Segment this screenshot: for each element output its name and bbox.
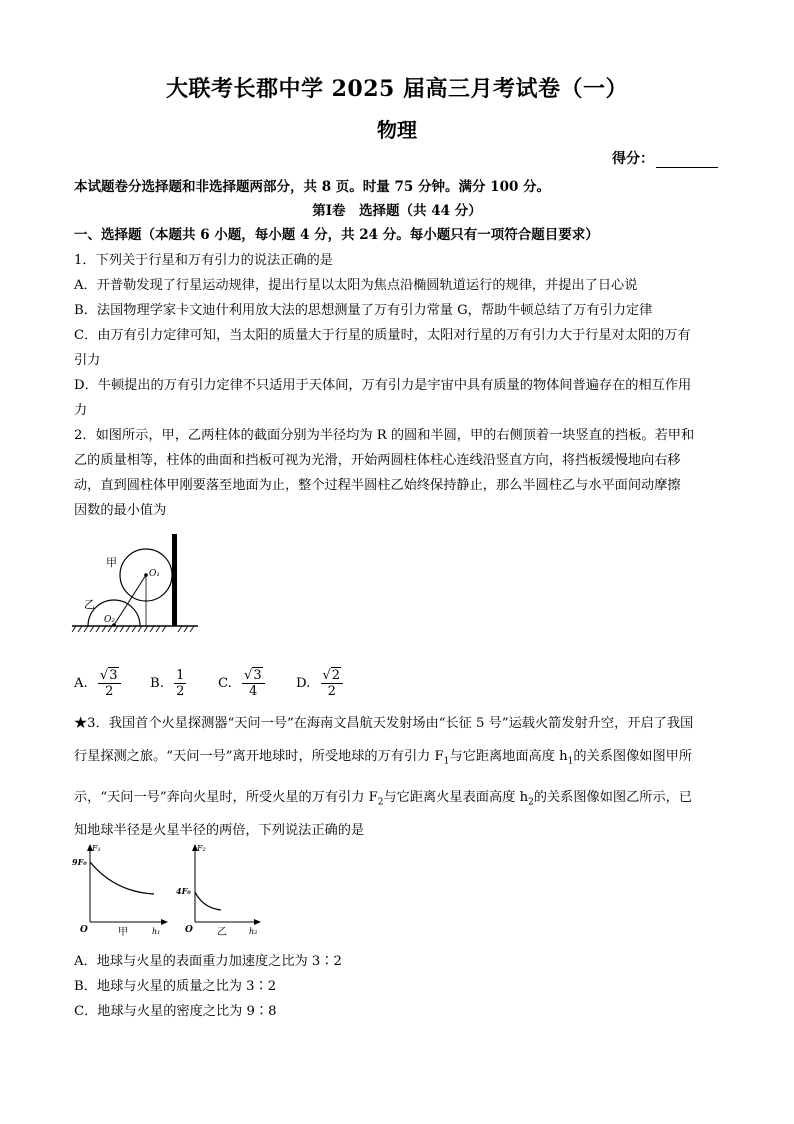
q2-line-3: 动，直到圆柱体甲刚要落至地面为止，整个过程半圆柱乙始终保持静止，那么半圆柱乙与水平面间动摩擦 (74, 478, 681, 493)
label-o1: O₁ (149, 569, 160, 579)
exam-title: 大联考长郡中学 2025 届高三月考试卷（一） (165, 76, 629, 102)
graph-jia-origin: O (80, 925, 88, 935)
graph-jia-yaxis: F₁ (92, 844, 101, 853)
baffle-plate (172, 534, 177, 626)
label-yi: 乙 (84, 598, 95, 611)
label-jia: 甲 (106, 556, 117, 569)
q3-line-1: ★3．我国首个火星探测器“天问一号”在海南文昌航天发射场由“长征 5 号”运载火箭发射升空，开启了我国 (74, 716, 694, 731)
graph-yi (175, 842, 265, 937)
q3-line-3: 示，“天问一号”奔向火星时，所受火星的万有引力 $F_2$与它距离火星表面高度 $h_2$的关系图像如图乙所示，已 (74, 790, 693, 808)
q2-line-1: 2．如图所示，甲，乙两柱体的截面分别为半径均为 R 的圆和半圆，甲的右侧顶着一块竖直的挡板。若甲和 (74, 428, 695, 443)
subject-title: 物理 (377, 118, 417, 142)
graph-jia (70, 842, 170, 937)
q1-option-b: B．法国物理学家卡文迪什利用放大法的思想测量了万有引力常量 G，帮助牛顿总结了万有引力定律 (74, 303, 653, 318)
q1-stem: 1．下列关于行星和万有引力的说法正确的是 (74, 253, 333, 268)
q1-option-d-cont: 力 (74, 403, 88, 418)
q3-line-2: 行星探测之旅。“天问一号”离开地球时，所受地球的万有引力 $F_1$与它距离地面高度 $h_1$的关系图像如图甲所 (74, 749, 693, 767)
q3-line-4: 知地球半径是火星半径的两倍，下列说法正确的是 (74, 823, 365, 838)
q1-option-d: D．牛顿提出的万有引力定律不只适用于天体间，万有引力是宇宙中具有质量的物体间普遍存在的相互作用 (74, 378, 692, 393)
q2-option-b: B. $\frac{1}{2}$ (150, 668, 185, 699)
label-o2: O₂ (104, 615, 115, 625)
exam-info: 本试题卷分选择题和非选择题两部分，共 8 页。时量 75 分钟。满分 100 分。 (74, 179, 551, 195)
score-label: 得分： (612, 151, 654, 167)
q1-option-c: C．由万有引力定律可知，当太阳的质量大于行星的质量时，太阳对行星的万有引力大于行星对太阳的万有 (74, 328, 691, 343)
score-blank[interactable] (656, 153, 718, 168)
q3-option-c: C．地球与火星的密度之比为 9∶8 (74, 1004, 277, 1019)
section-title: 第Ⅰ卷 选择题（共 44 分） (312, 203, 482, 219)
q2-line-2: 乙的质量相等，柱体的曲面和挡板可视为光滑，开始两圆柱体柱心连线沿竖直方向，将挡板缓慢地向右移 (74, 453, 681, 468)
q1-option-a: A．开普勒发现了行星运动规律，提出行星以太阳为焦点沿椭圆轨道运行的规律，并提出了日心说 (74, 278, 638, 293)
part-title: 一、选择题（本题共 6 小题，每小题 4 分，共 24 分。每小题只有一项符合题目要求） (74, 227, 599, 243)
q2-option-c: C. $\frac{√3}{4}$ (218, 668, 265, 699)
graph-jia-xaxis: h₁ (152, 927, 161, 936)
graph-yi-origin: O (185, 925, 193, 935)
graph-yi-yaxis: F₂ (197, 844, 206, 853)
graph-yi-ymark: 4F₀ (176, 886, 191, 896)
graph-yi-caption: 乙 (217, 927, 227, 937)
graph-jia-ymark: 9F₀ (72, 857, 87, 867)
q2-option-d: D. $\frac{√2}{2}$ (296, 668, 343, 699)
graph-jia-caption: 甲 (118, 927, 128, 937)
graph-yi-xaxis: h₂ (249, 927, 258, 936)
q2-line-4: 因数的最小值为 (74, 503, 167, 518)
q2-option-a: A. $\frac{√3}{2}$ (74, 668, 121, 699)
q3-option-a: A．地球与火星的表面重力加速度之比为 3∶2 (74, 954, 342, 969)
score-field (612, 148, 718, 168)
q3-option-b: B．地球与火星的质量之比为 3∶2 (74, 979, 277, 994)
q1-option-c-cont: 引力 (74, 353, 101, 368)
q2-figure (70, 532, 200, 636)
